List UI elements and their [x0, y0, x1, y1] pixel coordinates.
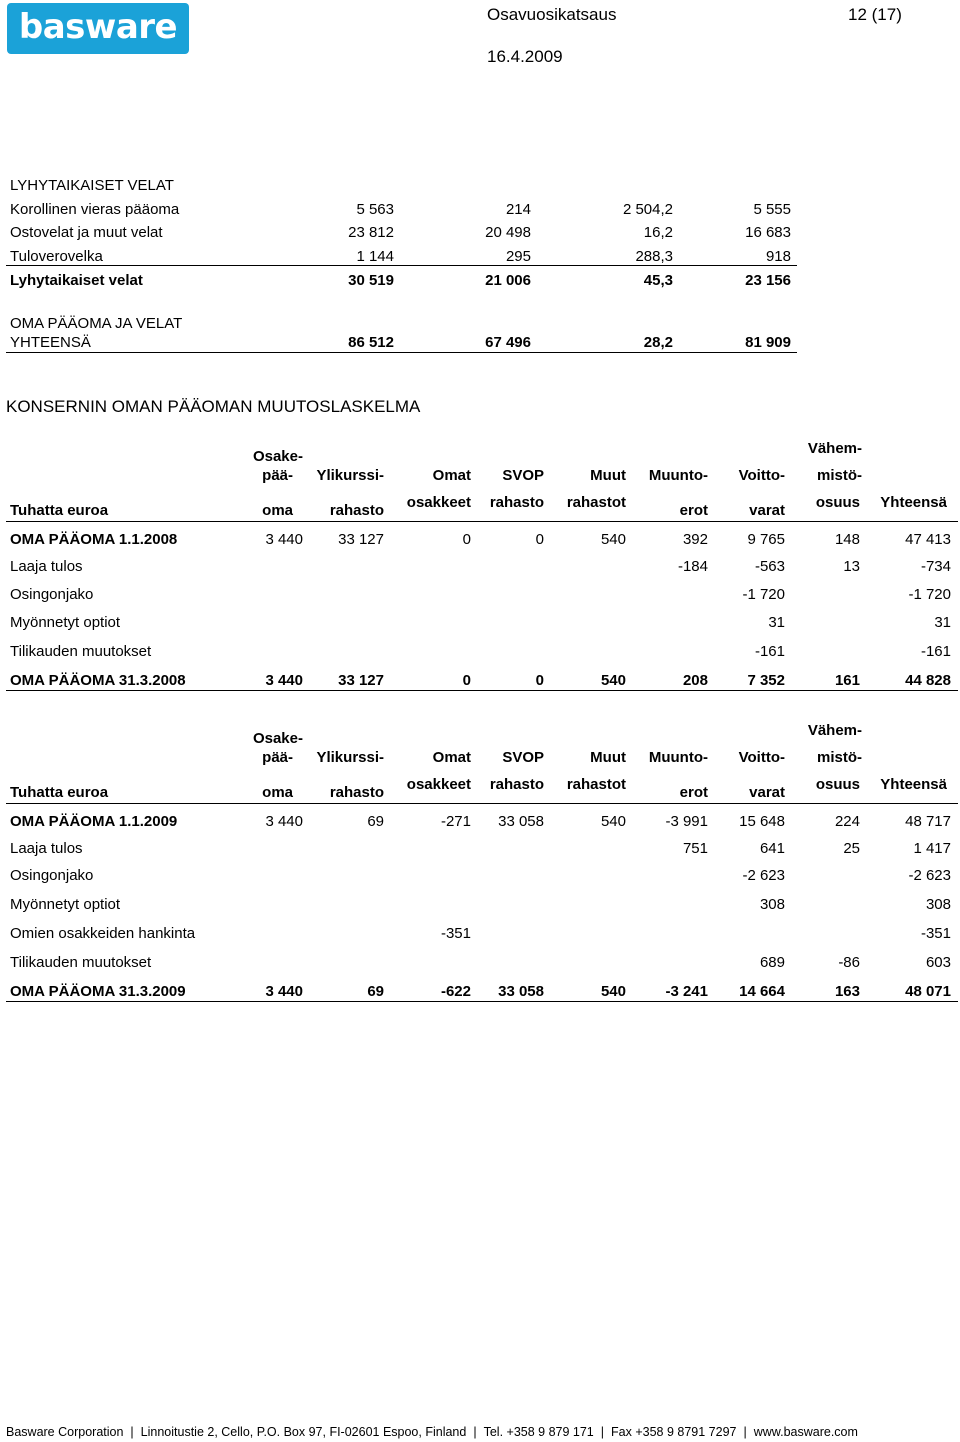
table-row	[10, 896, 958, 918]
col-header: osuus	[815, 776, 860, 793]
equity-changes-table-2008	[10, 438, 958, 698]
cell: 67 496	[485, 334, 531, 351]
row-label: Myönnetyt optiot	[10, 614, 121, 631]
cell: 30 519	[348, 272, 394, 289]
cell: 751	[682, 840, 708, 857]
cell: -734	[920, 558, 951, 575]
col-header: Muunto-	[648, 749, 708, 766]
cell: 44 828	[905, 672, 951, 689]
cell: 14 664	[739, 983, 785, 1000]
cell: -351	[920, 925, 951, 942]
row-label: Lyhytaikaiset velat	[10, 272, 143, 289]
table-row	[10, 531, 958, 553]
cell: 33 127	[338, 531, 384, 548]
row-label: OMA PÄÄOMA 31.3.2008	[10, 672, 186, 689]
row-label: Tuloverovelka	[10, 248, 103, 265]
row-label: Laaja tulos	[10, 840, 83, 857]
cell: 641	[759, 840, 785, 857]
cell: 48 717	[905, 813, 951, 830]
cell: 69	[367, 813, 384, 830]
cell: 45,3	[643, 272, 673, 289]
table-row	[10, 586, 958, 608]
col-header: Osake-	[252, 730, 303, 747]
col-header: varat	[749, 784, 785, 801]
cell: 0	[535, 672, 544, 689]
cell: 163	[834, 983, 860, 1000]
divider	[6, 803, 958, 804]
col-header: mistö-	[817, 467, 862, 484]
cell: 28,2	[643, 334, 673, 351]
cell: 540	[600, 983, 626, 1000]
cell: 21 006	[485, 272, 531, 289]
cell: 3 440	[265, 531, 303, 548]
cell: -1 720	[742, 586, 785, 603]
cell: 1 144	[356, 248, 394, 265]
cell: 13	[843, 558, 860, 575]
col-header: osakkeet	[406, 776, 471, 793]
row-label: Osingonjako	[10, 867, 94, 884]
col-header: Omat	[432, 749, 471, 766]
cell: -161	[920, 643, 951, 660]
cell: -2 623	[742, 867, 785, 884]
cell: -351	[440, 925, 471, 942]
cell: -3 991	[665, 813, 708, 830]
col-header: erot	[679, 784, 708, 801]
cell: 918	[765, 248, 791, 265]
cell: 288,3	[635, 248, 673, 265]
cell: 33 127	[338, 672, 384, 689]
cell: 0	[535, 531, 544, 548]
cell: 308	[759, 896, 785, 913]
row-label: Korollinen vieras pääoma	[10, 201, 180, 218]
cell: -271	[440, 813, 471, 830]
cell: 1 417	[913, 840, 951, 857]
cell: -86	[838, 954, 860, 971]
table-row	[10, 558, 958, 580]
cell: 0	[462, 531, 471, 548]
cell: 15 648	[739, 813, 785, 830]
col-header: pää-	[262, 749, 293, 766]
table-row	[10, 614, 958, 636]
col-header: rahasto	[489, 776, 544, 793]
basware-logo	[7, 3, 189, 54]
section-heading: LYHYTAIKAISET VELAT	[10, 177, 174, 194]
table-row	[10, 840, 958, 862]
cell: 86 512	[348, 334, 394, 351]
cell: 540	[600, 672, 626, 689]
col-header: erot	[679, 502, 708, 519]
table-row	[10, 643, 958, 665]
divider	[6, 1001, 958, 1002]
col-header: Voitto-	[738, 749, 785, 766]
col-header: Muut	[590, 467, 626, 484]
total-label-line-2: YHTEENSÄ	[10, 334, 91, 351]
col-header: SVOP	[502, 467, 544, 484]
footer-separator: |	[600, 1425, 605, 1439]
col-header-units: Tuhatta euroa	[10, 502, 109, 519]
cell: 540	[600, 813, 626, 830]
cell: 295	[505, 248, 531, 265]
equity-changes-table-2009	[10, 720, 958, 1010]
col-header: Vähem-	[807, 440, 862, 457]
cell: -2 623	[908, 867, 951, 884]
section-heading-row	[10, 177, 797, 199]
col-header: Yhteensä	[880, 776, 947, 793]
table-row	[10, 954, 958, 976]
document-date: 16.4.2009	[487, 47, 563, 66]
row-label: Osingonjako	[10, 586, 94, 603]
footer-address: Linnoitustie 2, Cello, P.O. Box 97, FI-02601 Espoo, Finland	[140, 1425, 467, 1439]
cell: 214	[505, 201, 531, 218]
col-header: Muunto-	[648, 467, 708, 484]
logo-text: basware	[18, 6, 178, 47]
cell: 5 563	[356, 201, 394, 218]
row-label: Tilikauden muutokset	[10, 643, 152, 660]
col-header: rahasto	[489, 494, 544, 511]
col-header: rahasto	[329, 784, 384, 801]
table-row	[10, 813, 958, 835]
cell: 81 909	[745, 334, 791, 351]
row-label: OMA PÄÄOMA 1.1.2008	[10, 531, 178, 548]
footer-separator: |	[130, 1425, 134, 1439]
page-number: 12 (17)	[848, 5, 902, 24]
col-header: SVOP	[502, 749, 544, 766]
col-header: Osake-	[252, 448, 303, 465]
cell: -161	[754, 643, 785, 660]
cell: -622	[440, 983, 471, 1000]
cell: 16,2	[643, 224, 673, 241]
cell: 7 352	[747, 672, 785, 689]
col-header: osuus	[815, 494, 860, 511]
cell: -1 720	[908, 586, 951, 603]
col-header: rahastot	[566, 494, 626, 511]
cell: 0	[462, 672, 471, 689]
cell: 3 440	[265, 672, 303, 689]
cell: 3 440	[265, 983, 303, 1000]
cell: 33 058	[498, 813, 544, 830]
cell: -563	[754, 558, 785, 575]
footer-separator: |	[743, 1425, 747, 1439]
cell: 208	[682, 672, 708, 689]
col-header: Ylikurssi-	[316, 467, 384, 484]
divider	[6, 352, 797, 353]
row-label: OMA PÄÄOMA 1.1.2009	[10, 813, 178, 830]
cell: 23 812	[348, 224, 394, 241]
cell: -3 241	[665, 983, 708, 1000]
col-header: Omat	[432, 467, 471, 484]
cell: 224	[834, 813, 860, 830]
cell: 16 683	[745, 224, 791, 241]
row-label: Ostovelat ja muut velat	[10, 224, 163, 241]
col-header: rahastot	[566, 776, 626, 793]
col-header: Muut	[590, 749, 626, 766]
divider	[6, 690, 958, 691]
col-header: oma	[262, 784, 293, 801]
col-header: Yhteensä	[880, 494, 947, 511]
cell: 392	[682, 531, 708, 548]
cell: 31	[768, 614, 785, 631]
table-row	[10, 248, 797, 270]
table-row	[10, 224, 797, 246]
col-header: varat	[749, 502, 785, 519]
cell: 25	[843, 840, 860, 857]
cell: 308	[925, 896, 951, 913]
row-label: Omien osakkeiden hankinta	[10, 925, 196, 942]
cell: 31	[934, 614, 951, 631]
row-label: Myönnetyt optiot	[10, 896, 121, 913]
divider	[6, 265, 797, 266]
footer-fax: Fax +358 9 8791 7297	[611, 1425, 737, 1439]
table-row	[10, 925, 958, 947]
col-header: Vähem-	[807, 722, 862, 739]
table-row	[10, 867, 958, 889]
footer-company: Basware Corporation	[6, 1425, 124, 1439]
table-row	[10, 201, 797, 223]
col-header: pää-	[262, 467, 293, 484]
col-header: oma	[262, 502, 293, 519]
total-label-line-1: OMA PÄÄOMA JA VELAT	[10, 315, 183, 332]
cell: -184	[677, 558, 708, 575]
cell: 9 765	[747, 531, 785, 548]
cell: 2 504,2	[622, 201, 673, 218]
cell: 20 498	[485, 224, 531, 241]
col-header: Voitto-	[738, 467, 785, 484]
divider	[6, 521, 958, 522]
section-title: KONSERNIN OMAN PÄÄOMAN MUUTOSLASKELMA	[6, 397, 421, 416]
cell: 23 156	[745, 272, 791, 289]
row-label: OMA PÄÄOMA 31.3.2009	[10, 983, 186, 1000]
cell: 47 413	[905, 531, 951, 548]
cell: 48 071	[905, 983, 951, 1000]
subtotal-row	[10, 272, 797, 294]
footer-separator: |	[473, 1425, 477, 1439]
col-header: rahasto	[329, 502, 384, 519]
document-title: Osavuosikatsaus	[487, 5, 617, 24]
cell: 5 555	[753, 201, 791, 218]
col-header: mistö-	[817, 749, 862, 766]
cell: 69	[367, 983, 384, 1000]
cell: 161	[834, 672, 860, 689]
cell: 33 058	[498, 983, 544, 1000]
cell: 148	[834, 531, 860, 548]
cell: 3 440	[265, 813, 303, 830]
row-label: Laaja tulos	[10, 558, 83, 575]
footer-website-link[interactable]: www.basware.com	[753, 1425, 858, 1439]
cell: 689	[759, 954, 785, 971]
cell: 540	[600, 531, 626, 548]
row-label: Tilikauden muutokset	[10, 954, 152, 971]
page-footer	[6, 1425, 858, 1439]
col-header: osakkeet	[406, 494, 471, 511]
footer-phone: Tel. +358 9 879 171	[483, 1425, 594, 1439]
col-header-units: Tuhatta euroa	[10, 784, 109, 801]
col-header: Ylikurssi-	[316, 749, 384, 766]
cell: 603	[925, 954, 951, 971]
